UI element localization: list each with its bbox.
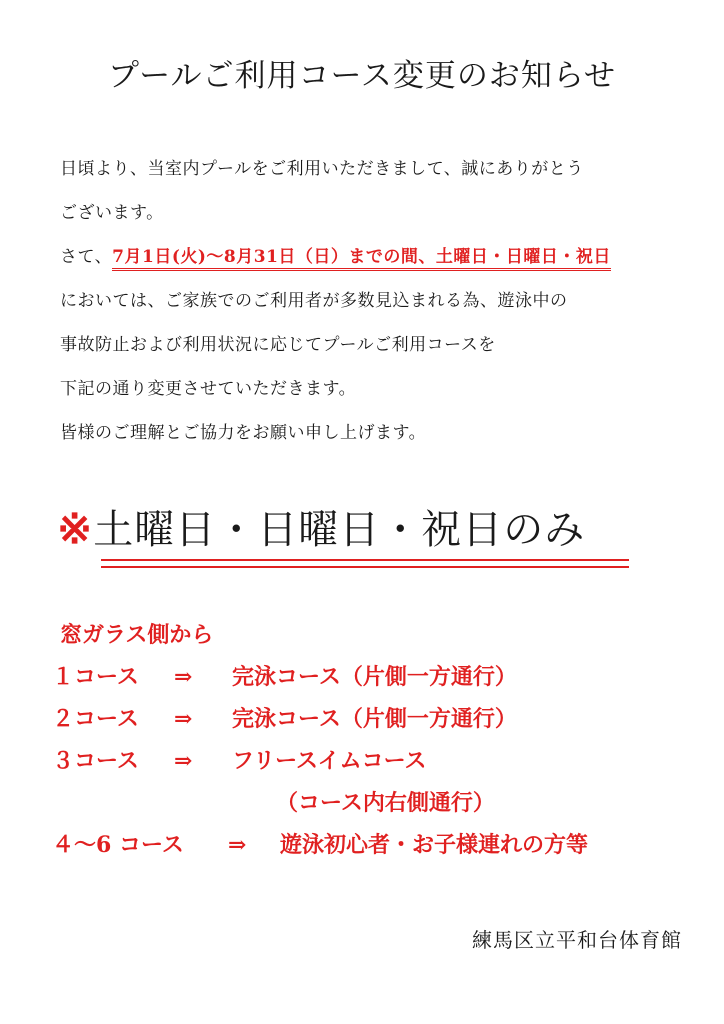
reference-mark: ※ <box>57 504 94 553</box>
intro-line-3 <box>60 246 700 268</box>
course-row <box>52 704 712 746</box>
course-row <box>52 662 712 704</box>
intro-line-7: 皆様のご理解とご協力をお願い申し上げます。 <box>60 423 427 443</box>
page-title: プールご利用コース変更のお知らせ <box>108 58 616 94</box>
intro-line-6: 下記の通り変更させていただきます。 <box>60 379 357 399</box>
intro-line-3-prefix: さて、 <box>60 247 113 267</box>
notice-days: 土曜日・日曜日・祝日のみ <box>93 507 586 553</box>
facility-name: 練馬区立平和台体育館 <box>472 928 682 952</box>
course-row <box>52 746 712 788</box>
course-number: ２コース <box>52 706 139 732</box>
intro-paragraph <box>60 158 700 466</box>
course-number: １コース <box>52 664 139 690</box>
course-list <box>52 620 712 872</box>
course-number: ３コース <box>52 748 139 774</box>
course-number: ４～6 コース <box>52 832 184 858</box>
intro-line-1: 日頃より、当室内プールをご利用いただきまして、誠にありがとう <box>60 159 584 179</box>
notice-heading <box>57 503 585 556</box>
course-row-continuation <box>52 788 712 830</box>
intro-line-2: ございます。 <box>60 203 164 223</box>
period-highlight: 7月1日(火)～8月31日（日）までの間、土曜日・日曜日・祝日 <box>112 247 611 271</box>
intro-line-4: においては、ご家族でのご利用者が多数見込まれる為、遊泳中の <box>60 291 568 311</box>
course-usage: 完泳コース（片側一方通行） <box>232 664 517 690</box>
notice-underline <box>101 559 629 568</box>
course-usage: 完泳コース（片側一方通行） <box>232 706 517 732</box>
intro-line-5: 事故防止および利用状況に応じてプールご利用コースを <box>60 335 496 355</box>
course-usage: 遊泳初心者・お子様連れの方等 <box>280 832 589 858</box>
course-usage-note: （コース内右側通行） <box>276 790 495 816</box>
arrow-icon: ⇒ <box>174 706 193 732</box>
course-intro-row <box>52 620 712 662</box>
arrow-icon: ⇒ <box>174 664 193 690</box>
course-intro: 窓ガラス側から <box>60 622 214 648</box>
course-row <box>52 830 712 872</box>
arrow-icon: ⇒ <box>174 748 193 774</box>
course-usage: フリースイムコース <box>232 748 427 774</box>
arrow-icon: ⇒ <box>228 832 247 858</box>
